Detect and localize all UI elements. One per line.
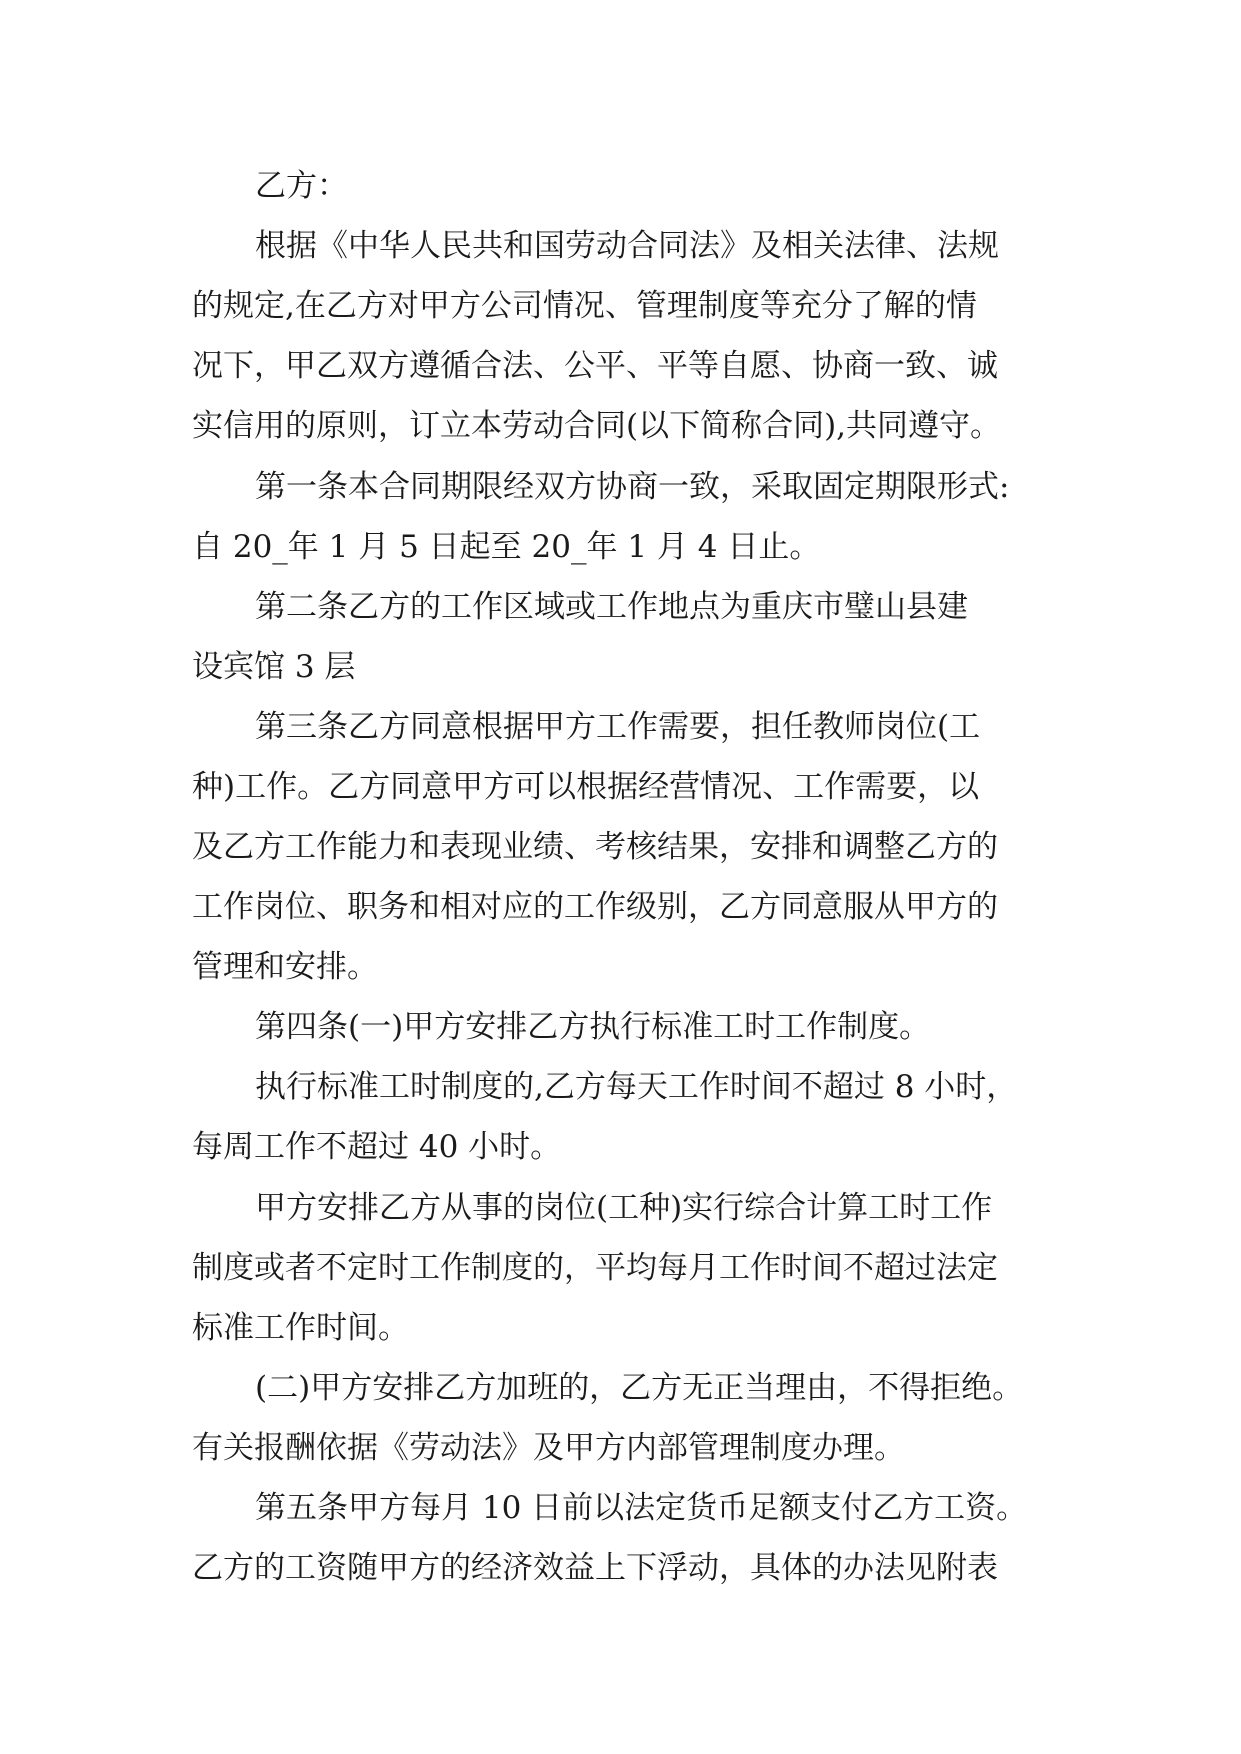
text-line: 设宾馆 3 层 [192,649,356,685]
text-line: 有关报酬依据《劳动法》及甲方内部管理制度办理。 [192,1430,905,1466]
text-line: 第三条乙方同意根据甲方工作需要，担任教师岗位(工 [255,709,981,745]
text-line: 标准工作时间。 [192,1310,409,1346]
text-line: 工作岗位、职务和相对应的工作级别，乙方同意服从甲方的 [192,889,998,925]
text-line: 甲方安排乙方从事的岗位(工种)实行综合计算工时工作 [255,1190,993,1226]
text-line: 第一条本合同期限经双方协商一致，采取固定期限形式: [255,469,1010,505]
text-line: 每周工作不超过 40 小时。 [192,1129,562,1165]
text-line: 制度或者不定时工作制度的，平均每月工作时间不超过法定 [192,1250,998,1286]
text-line: 执行标准工时制度的,乙方每天工作时间不超过 8 小时， [255,1069,1018,1105]
text-line: 第四条(一)甲方安排乙方执行标准工时工作制度。 [255,1009,931,1045]
text-line: 乙方： [255,168,348,204]
text-line: 根据《中华人民共和国劳动合同法》及相关法律、法规 [255,228,999,264]
text-line: 乙方的工资随甲方的经济效益上下浮动，具体的办法见附表 [192,1550,998,1586]
text-line: 况下，甲乙双方遵循合法、公平、平等自愿、协商一致、诚 [192,348,998,384]
text-line: (二)甲方安排乙方加班的，乙方无正当理由，不得拒绝。 [255,1370,1024,1406]
text-line: 第五条甲方每月 10 日前以法定货币足额支付乙方工资。 [255,1490,1028,1526]
text-line: 及乙方工作能力和表现业绩、考核结果，安排和调整乙方的 [192,829,998,865]
text-line: 的规定,在乙方对甲方公司情况、管理制度等充分了解的情 [192,288,977,324]
text-line: 第二条乙方的工作区域或工作地点为重庆市璧山县建 [255,589,968,625]
text-line: 管理和安排。 [192,949,378,985]
text-line: 实信用的原则，订立本劳动合同(以下简称合同),共同遵守。 [192,408,1002,444]
text-line: 自 20_年 1 月 5 日起至 20_年 1 月 4 日止。 [192,529,821,565]
text-line: 种)工作。乙方同意甲方可以根据经营情况、工作需要，以 [192,769,980,805]
